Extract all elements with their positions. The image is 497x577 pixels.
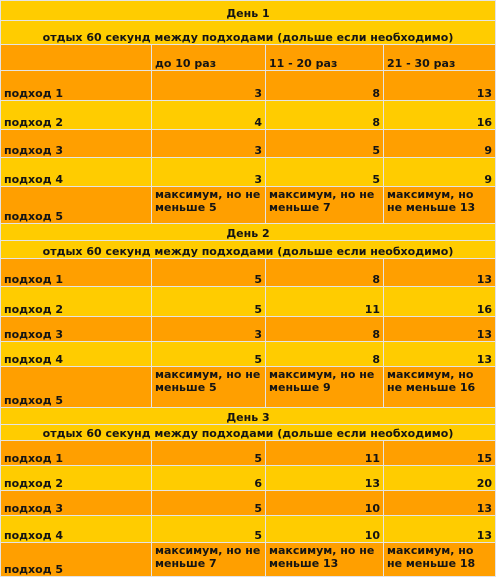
reps-text: максимум, но не меньше 13 — [266, 543, 384, 577]
reps-text: максимум, но не меньше 18 — [384, 543, 496, 577]
reps-value: 20 — [384, 466, 496, 491]
reps-value: 5 — [266, 130, 384, 158]
reps-text: максимум, но не меньше 7 — [266, 187, 384, 224]
day-title: День 2 — [1, 224, 496, 241]
reps-value: 4 — [152, 101, 266, 130]
reps-text: максимум, но не меньше 7 — [152, 543, 266, 577]
reps-value: 5 — [152, 259, 266, 287]
set-label: подход 1 — [1, 441, 152, 466]
header-empty-cell — [1, 45, 152, 71]
reps-value: 13 — [384, 317, 496, 342]
reps-value: 9 — [384, 130, 496, 158]
reps-value: 8 — [266, 259, 384, 287]
set-label: подход 4 — [1, 516, 152, 543]
set-label: подход 4 — [1, 342, 152, 367]
reps-value: 5 — [152, 516, 266, 543]
set-label: подход 2 — [1, 466, 152, 491]
reps-text: максимум, но не меньше 13 — [384, 187, 496, 224]
header-col-2: 11 - 20 раз — [266, 45, 384, 71]
reps-value: 3 — [152, 71, 266, 101]
reps-value: 3 — [152, 158, 266, 187]
reps-value: 5 — [266, 158, 384, 187]
reps-value: 8 — [266, 317, 384, 342]
reps-value: 13 — [266, 466, 384, 491]
reps-value: 13 — [384, 491, 496, 516]
reps-value: 8 — [266, 101, 384, 130]
reps-value: 3 — [152, 130, 266, 158]
reps-value: 16 — [384, 287, 496, 317]
set-label: подход 3 — [1, 317, 152, 342]
set-label: подход 5 — [1, 543, 152, 577]
set-label: подход 1 — [1, 71, 152, 101]
set-label: подход 3 — [1, 491, 152, 516]
reps-value: 6 — [152, 466, 266, 491]
header-col-3: 21 - 30 раз — [384, 45, 496, 71]
reps-value: 8 — [266, 342, 384, 367]
reps-value: 10 — [266, 516, 384, 543]
reps-value: 5 — [152, 441, 266, 466]
reps-text: максимум, но не меньше 5 — [152, 187, 266, 224]
rest-note: отдых 60 секунд между подходами (дольше если необходимо) — [1, 241, 496, 259]
reps-value: 9 — [384, 158, 496, 187]
set-label: подход 3 — [1, 130, 152, 158]
reps-value: 5 — [152, 342, 266, 367]
rest-note: отдых 60 секунд между подходами (дольше если необходимо) — [1, 425, 496, 441]
set-label: подход 2 — [1, 101, 152, 130]
reps-value: 13 — [384, 342, 496, 367]
reps-value: 13 — [384, 259, 496, 287]
reps-value: 5 — [152, 287, 266, 317]
reps-value: 16 — [384, 101, 496, 130]
rest-note: отдых 60 секунд между подходами (дольше если необходимо) — [1, 21, 496, 45]
reps-value: 5 — [152, 491, 266, 516]
header-col-1: до 10 раз — [152, 45, 266, 71]
reps-value: 13 — [384, 516, 496, 543]
set-label: подход 5 — [1, 187, 152, 224]
day-title: День 1 — [1, 1, 496, 21]
set-label: подход 1 — [1, 259, 152, 287]
set-label: подход 2 — [1, 287, 152, 317]
reps-text: максимум, но не меньше 5 — [152, 367, 266, 408]
reps-value: 11 — [266, 287, 384, 317]
set-label: подход 4 — [1, 158, 152, 187]
day-title: День 3 — [1, 408, 496, 425]
reps-value: 13 — [384, 71, 496, 101]
set-label: подход 5 — [1, 367, 152, 408]
reps-value: 11 — [266, 441, 384, 466]
reps-value: 8 — [266, 71, 384, 101]
reps-value: 10 — [266, 491, 384, 516]
reps-text: максимум, но не меньше 9 — [266, 367, 384, 408]
reps-text: максимум, но не меньше 16 — [384, 367, 496, 408]
reps-value: 15 — [384, 441, 496, 466]
reps-value: 3 — [152, 317, 266, 342]
